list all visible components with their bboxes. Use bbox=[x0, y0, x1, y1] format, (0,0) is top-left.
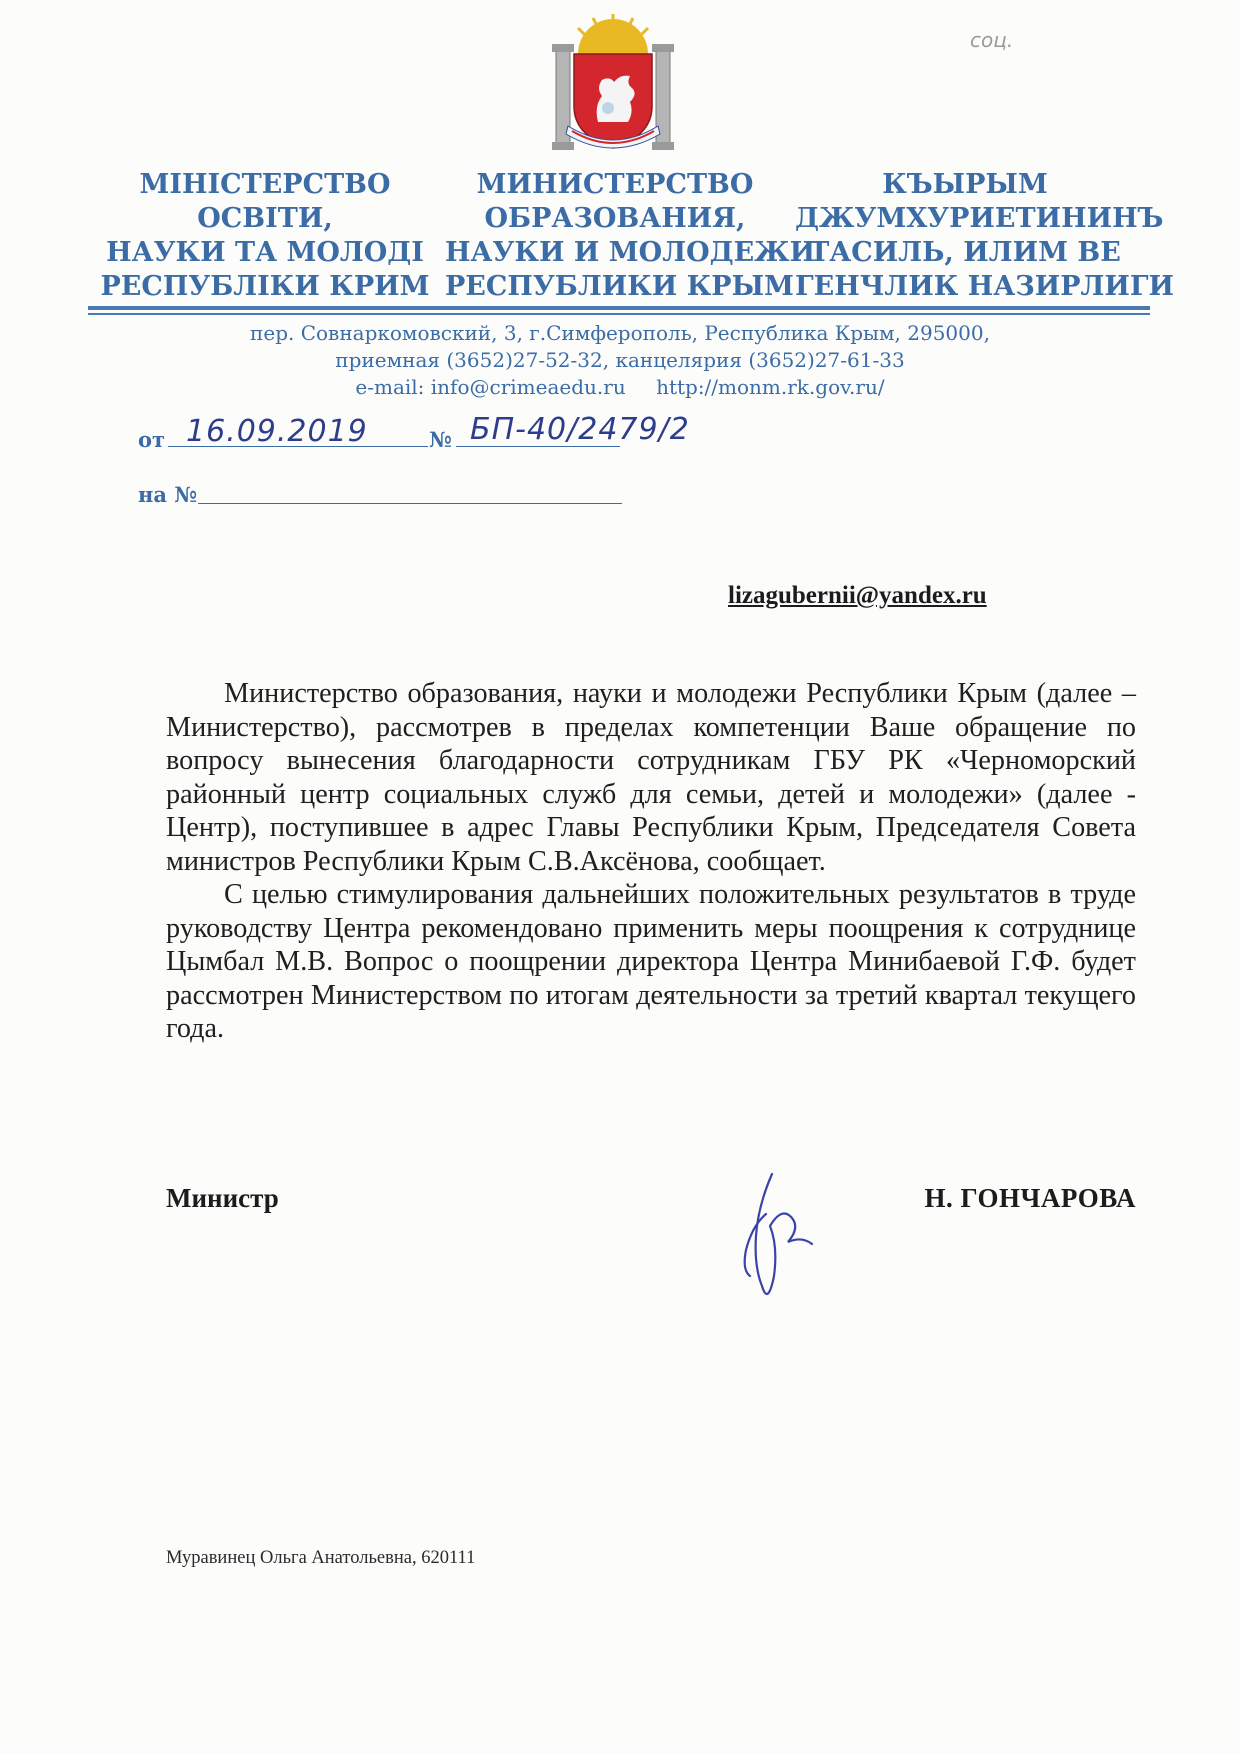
handwritten-signature-icon bbox=[728, 1166, 818, 1316]
executor-line: Муравинец Ольга Анатольевна, 620111 bbox=[166, 1548, 476, 1568]
org-name-line: НАУКИ ТА МОЛОДІ bbox=[106, 237, 424, 268]
crimea-coat-of-arms-icon bbox=[548, 14, 678, 154]
letter-body bbox=[166, 677, 1136, 1046]
email-address: e-mail: info@crimeaedu.ru bbox=[355, 375, 626, 399]
recipient-email: lizagubernii@yandex.ru bbox=[728, 582, 987, 609]
org-name-line: МИНИСТЕРСТВО bbox=[476, 169, 754, 200]
header-divider-thick bbox=[88, 306, 1150, 310]
org-name-line: НАУКИ И МОЛОДЕЖИ bbox=[445, 237, 816, 268]
body-paragraph: С целью стимулирования дальнейших положительных результатов в труде руководству Центра рекомендовано применить меры поощрения к сотруднице Цымбал М.В. Вопрос о поощрении директора Центра Минибаевой Г.Ф. будет рассмотрен Министерством по итогам деятельности за третий квартал текущего года. bbox=[166, 879, 1136, 1044]
reference-field-line bbox=[198, 503, 622, 504]
org-name-line: МІНІСТЕРСТВО bbox=[139, 169, 391, 200]
org-name-line: РЕСПУБЛІКИ КРИМ bbox=[100, 271, 430, 302]
org-name-line: ОСВІТИ, bbox=[197, 203, 333, 234]
header-divider-thin bbox=[88, 313, 1150, 315]
org-name-russian bbox=[445, 168, 816, 304]
phone-numbers: приемная (3652)27-52-32, канцелярия (3652)27-61-33 bbox=[335, 348, 905, 372]
address: пер. Совнаркомовский, 3, г.Симферополь, Республика Крым, 295000, bbox=[250, 321, 990, 345]
org-name-line: КЪЫРЫМ bbox=[882, 169, 1048, 200]
org-name-line: РЕСПУБЛИКИ КРЫМ bbox=[445, 271, 794, 302]
number-label: № bbox=[429, 427, 452, 452]
email-website-line bbox=[140, 374, 1100, 401]
signer-name: Н. ГОНЧАРОВА bbox=[924, 1183, 1136, 1213]
org-name-crimean-tatar bbox=[795, 168, 1175, 304]
org-name-line: ТАСИЛЬ, ИЛИМ ВЕ bbox=[809, 237, 1121, 268]
sun-icon bbox=[578, 14, 648, 54]
number-handwritten: БП-40/2479/2 bbox=[470, 412, 690, 447]
org-name-line: ДЖУМХУРИЕТИНИНЪ bbox=[795, 203, 1164, 234]
org-name-line: ГЕНЧЛИК НАЗИРЛИГИ bbox=[795, 271, 1175, 302]
website-address: http://monm.rk.gov.ru/ bbox=[656, 375, 885, 399]
reference-label: на № bbox=[138, 482, 198, 507]
date-handwritten: 16.09.2019 bbox=[186, 414, 368, 449]
date-label: от bbox=[138, 427, 166, 452]
corner-handwritten-note: соц. bbox=[970, 28, 1014, 52]
contact-block bbox=[140, 320, 1100, 401]
org-name-line: ОБРАЗОВАНИЯ, bbox=[484, 203, 746, 234]
signer-title: Министр bbox=[166, 1183, 279, 1213]
body-paragraph: Министерство образования, науки и молодежи Республики Крым (далее – Министерство), рассмотрев в пределах компетенции Ваше обращение по вопросу вынесения благодарности сотрудникам ГБУ РК «Черноморский районный центр социальных служб для семьи, детей и молодежи» (далее - Центр), поступившее в адрес Главы Республики Крым, Председателя Совета министров Республики Крым С.В.Аксёнова, сообщает. bbox=[166, 678, 1136, 877]
org-name-ukrainian bbox=[95, 168, 435, 304]
